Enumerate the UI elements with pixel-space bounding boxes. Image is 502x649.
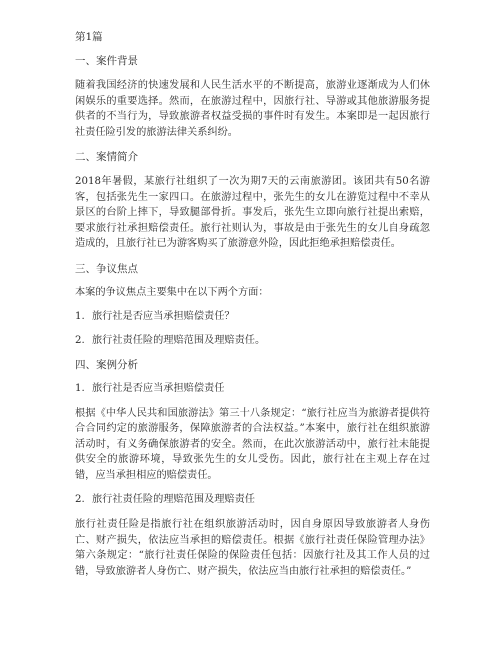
section-title-dispute: 三、争议焦点 (75, 262, 138, 275)
subheading-text: 旅行社责任险的理赔范围及理赔责任 (91, 494, 255, 505)
list-item-number: 1. (75, 310, 85, 322)
list-item (75, 310, 430, 324)
section-title-background: 一、案件背景 (75, 55, 138, 67)
subheading-number: 2. (75, 494, 85, 505)
subheading-1 (75, 382, 430, 396)
section-title-summary: 二、案情简介 (75, 151, 138, 163)
section-title-analysis: 四、案例分析 (75, 358, 138, 371)
paragraph-background: 随着我国经济的快速发展和人民生活水平的不断提高，旅游业逐渐成为人们休闲娱乐的重要选择。然而，在旅游过程中，因旅行社、导游或其他旅游服务提供者的不当行为，导致旅游者权益受损的事件时有发生。本案即是一起因旅行社责任险引发的旅游法律关系纠纷。 (75, 80, 430, 138)
dispute-intro: 本案的争议焦点主要集中在以下两个方面： (75, 286, 269, 298)
paragraph-summary: 2018年暑假，某旅行社组织了一次为期7天的云南旅游团。该团共有50名游客，包括张先生一家四口。在旅游过程中，张先生的女儿在游览过程中不幸从景区的台阶上摔下，导致腿部骨折。事发后，张先生立即向旅行社提出索赔，要求旅行社承担赔偿责任。旅行社则认为，事故是由于张先生的女儿自身疏忽造成的，且旅行社已为游客购买了旅游意外险，因此拒绝承担赔偿责任。 (75, 176, 430, 249)
list-item-number: 2. (75, 334, 85, 346)
list-item-text: 旅行社责任险的理赔范围及理赔责任。 (91, 334, 266, 346)
list-item-text: 旅行社是否应当承担赔偿责任？ (91, 310, 235, 322)
paragraph-analysis-1: 根据《中华人民共和国旅游法》第三十八条规定：“旅行社应当为旅游者提供符合合同约定的旅游服务，保障旅游者的合法权益。”本案中，旅行社在组织旅游活动时，有义务确保旅游者的安全。然而，在此次旅游活动中，旅行社未能提供安全的旅游环境，导致张先生的女儿受伤。因此，旅行社在主观上存在过错，应当承担相应的赔偿责任。 (75, 407, 430, 481)
subheading-2 (75, 493, 430, 507)
page-label: 第1篇 (75, 31, 103, 43)
subheading-number: 1. (75, 382, 85, 394)
paragraph-analysis-2: 旅行社责任险是指旅行社在组织旅游活动时，因自身原因导致旅游者人身伤亡、财产损失，依法应当承担的赔偿责任。根据《旅行社责任保险管理办法》第六条规定：“旅行社责任保险的保险责任包括：因旅行社及其工作人员的过错，导致旅游者人身伤亡、财产损失，依法应当由旅行社承担的赔偿责任。” (75, 519, 430, 577)
subheading-text: 旅行社是否应当承担赔偿责任 (91, 382, 225, 394)
list-item (75, 334, 430, 348)
